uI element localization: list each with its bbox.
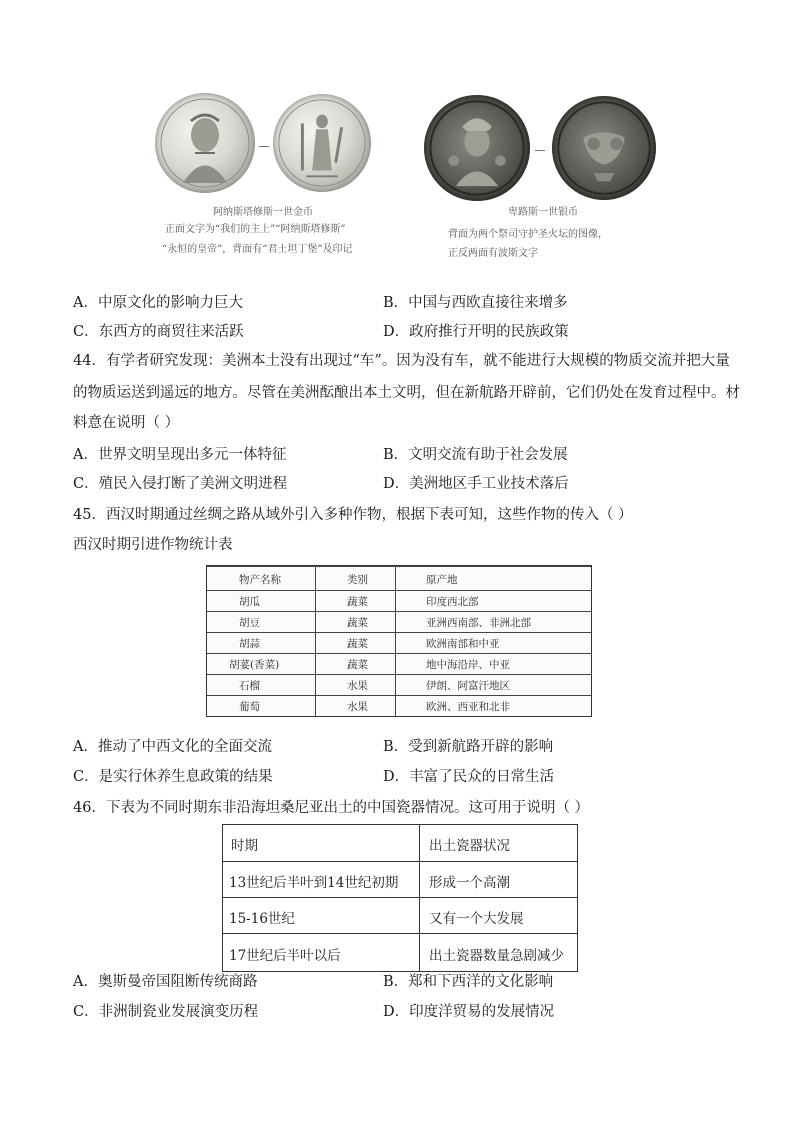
table-cell: 13世纪后半叶到14世纪初期 xyxy=(229,875,399,891)
gold-coin-obverse-image xyxy=(155,93,255,193)
coin-separator xyxy=(259,146,269,147)
table-header-cell: 原产地 xyxy=(426,574,458,586)
table-row xyxy=(223,897,577,934)
coin-separator xyxy=(535,150,545,151)
table-header-row xyxy=(207,566,591,591)
table-cell: 亚洲西南部、非洲北部 xyxy=(426,617,531,629)
table-cell: 伊朗、阿富汗地区 xyxy=(426,680,510,692)
table-cell: 蔬菜 xyxy=(347,596,368,608)
table-cell: 又有一个大发展 xyxy=(429,911,524,927)
table-cell: 地中海沿岸、中亚 xyxy=(426,659,510,671)
coin-caption-right-title: 卑路斯一世银币 xyxy=(508,207,578,218)
coin-caption-left-line1: 正面文字为“我们的主上”“阿纳斯塔修斯” xyxy=(165,224,346,235)
q44-stem-line1: 44．有学者研究发现：美洲本土没有出现过“车”。因为没有车，就不能进行大规模的物质交流并把大量 xyxy=(73,353,730,369)
table-row xyxy=(207,611,591,632)
table-cell: 欧洲、西亚和北非 xyxy=(426,701,510,713)
q43-option-d: D．政府推行开明的民族政策 xyxy=(383,324,569,340)
q45-stem: 45．西汉时期通过丝绸之路从域外引入多种作物，根据下表可知，这些作物的传入（ ） xyxy=(73,507,633,523)
q43-option-b: B．中国与西欧直接往来增多 xyxy=(383,295,568,311)
silver-coin-obverse-image xyxy=(424,95,530,201)
q44-option-b: B．文明交流有助于社会发展 xyxy=(383,447,568,463)
table-cell: 葡萄 xyxy=(239,701,260,713)
q46-option-b: B．郑和下西洋的文化影响 xyxy=(383,974,554,990)
table-cell: 欧洲南部和中亚 xyxy=(426,638,500,650)
porcelain-table xyxy=(222,824,578,972)
q45-option-d: D．丰富了民众的日常生活 xyxy=(383,769,555,785)
table-row xyxy=(207,590,591,611)
table-row xyxy=(223,861,577,898)
table-row xyxy=(207,632,591,653)
table-header-row xyxy=(223,825,577,861)
table-header-cell: 物产名称 xyxy=(239,574,281,586)
coin-caption-right-line1: 背面为两个祭司守护圣火坛的图像， xyxy=(448,229,608,240)
q45-option-c: C．是实行休养生息政策的结果 xyxy=(73,769,273,785)
table-cell: 17世纪后半叶以后 xyxy=(229,948,341,964)
table-cell: 形成一个高潮 xyxy=(429,875,510,891)
coin-caption-right-line2: 正反两面有波斯文字 xyxy=(448,248,538,259)
q46-option-a: A．奥斯曼帝国阻断传统商路 xyxy=(73,974,258,990)
q46-option-d: D．印度洋贸易的发展情况 xyxy=(383,1004,555,1020)
q43-option-a: A．中原文化的影响力巨大 xyxy=(73,295,243,311)
table-header-cell: 类别 xyxy=(347,574,368,586)
table-cell: 出土瓷器数量急剧减少 xyxy=(429,948,564,964)
table-cell: 胡荽(香菜) xyxy=(229,659,280,671)
q44-stem-line3: 料意在说明（ ） xyxy=(73,415,180,431)
silver-coin-reverse-image xyxy=(552,96,656,200)
table-cell: 蔬菜 xyxy=(347,659,368,671)
table-cell: 胡瓜 xyxy=(239,596,260,608)
table-cell: 蔬菜 xyxy=(347,638,368,650)
table-cell: 石榴 xyxy=(239,680,260,692)
table-cell: 胡豆 xyxy=(239,617,260,629)
table-row xyxy=(207,653,591,674)
table-cell: 水果 xyxy=(347,701,368,713)
table-row xyxy=(207,695,591,716)
q46-option-c: C．非洲制瓷业发展演变历程 xyxy=(73,1004,259,1020)
table-header-cell: 出土瓷器状况 xyxy=(429,838,510,854)
gold-coin-reverse-image xyxy=(273,94,371,192)
q44-option-d: D．美洲地区手工业技术落后 xyxy=(383,476,569,492)
table-cell: 15-16世纪 xyxy=(229,911,295,927)
q45-option-b: B．受到新航路开辟的影响 xyxy=(383,739,554,755)
q45-option-a: A．推动了中西文化的全面交流 xyxy=(73,739,272,755)
coin-caption-left-title: 阿纳斯塔修斯一世金币 xyxy=(213,207,313,218)
q44-stem-line2: 的物质运送到遥远的地方。尽管在美洲酝酿出本土文明，但在新航路开辟前，它们仍处在发育过程中。材 xyxy=(73,385,740,401)
coin-caption-left-line2: “永恒的皇帝”，背面有“君士坦丁堡”及印记 xyxy=(162,244,353,255)
q43-option-c: C．东西方的商贸往来活跃 xyxy=(73,324,244,340)
q46-stem: 46．下表为不同时期东非沿海坦桑尼亚出土的中国瓷器情况。这可用于说明（ ） xyxy=(73,800,590,816)
q45-table-title: 西汉时期引进作物统计表 xyxy=(73,537,233,553)
table-row xyxy=(207,674,591,695)
table-cell: 胡蒜 xyxy=(239,638,260,650)
q44-option-a: A．世界文明呈现出多元一体特征 xyxy=(73,447,287,463)
table-cell: 水果 xyxy=(347,680,368,692)
table-cell: 蔬菜 xyxy=(347,617,368,629)
q44-option-c: C．殖民入侵打断了美洲文明进程 xyxy=(73,476,288,492)
crop-import-table xyxy=(206,565,592,717)
table-header-cell: 时期 xyxy=(231,838,258,854)
table-cell: 印度西北部 xyxy=(426,596,479,608)
table-row xyxy=(223,933,577,971)
